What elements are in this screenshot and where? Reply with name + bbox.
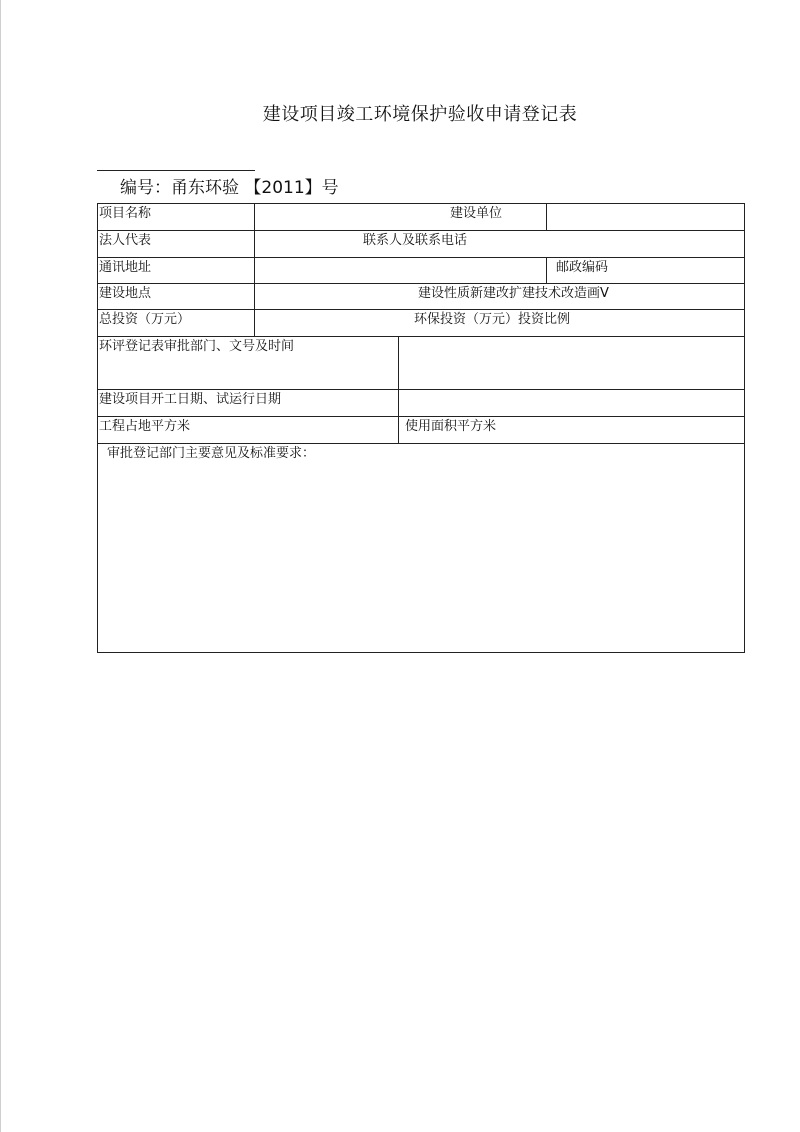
label-construction-unit: 建设单位 <box>450 206 503 221</box>
number-underline <box>97 170 255 171</box>
table-border-top <box>97 203 745 204</box>
row-divider <box>97 230 745 231</box>
label-nature: 建设性质新建改扩建技术改造画V <box>418 286 609 301</box>
label-total-investment: 总投资（万元） <box>99 312 191 327</box>
label-approval-dept: 环评登记表审批部门、文号及时间 <box>99 339 295 354</box>
table-border-right <box>744 203 745 653</box>
row-divider <box>97 257 745 258</box>
row-divider <box>97 389 745 390</box>
number-year: 【2011】 <box>244 178 322 198</box>
column-divider <box>254 203 255 336</box>
row-divider <box>97 309 745 310</box>
label-address: 通讯地址 <box>99 260 152 275</box>
label-contact: 联系人及联系电话 <box>363 233 468 248</box>
label-location: 建设地点 <box>99 286 152 301</box>
row-divider <box>97 283 745 284</box>
label-project-name: 项目名称 <box>99 206 152 221</box>
label-opinions: 审批登记部门主要意见及标准要求： <box>107 446 316 461</box>
row-divider <box>97 443 745 444</box>
page-edge <box>0 0 1 1132</box>
label-dates: 建设项目开工日期、试运行日期 <box>99 392 282 407</box>
number-suffix: 号 <box>321 178 339 198</box>
label-env-investment: 环保投资（万元）投资比例 <box>414 312 571 327</box>
column-divider <box>398 336 399 443</box>
label-legal-rep: 法人代表 <box>99 233 152 248</box>
label-usable-area: 使用面积平方米 <box>405 419 497 434</box>
table-border-bottom <box>97 652 745 653</box>
label-postcode: 邮政编码 <box>556 260 609 275</box>
number-prefix: 编号：甬东环验 <box>120 178 239 198</box>
row-divider <box>97 416 745 417</box>
row-divider <box>97 336 745 337</box>
page-title: 建设项目竣工环境保护验收申请登记表 <box>262 104 578 125</box>
table-border-left <box>97 203 98 653</box>
document-number <box>120 173 339 198</box>
column-divider <box>546 203 547 230</box>
column-divider <box>546 257 547 283</box>
label-land-area: 工程占地平方米 <box>99 419 191 434</box>
